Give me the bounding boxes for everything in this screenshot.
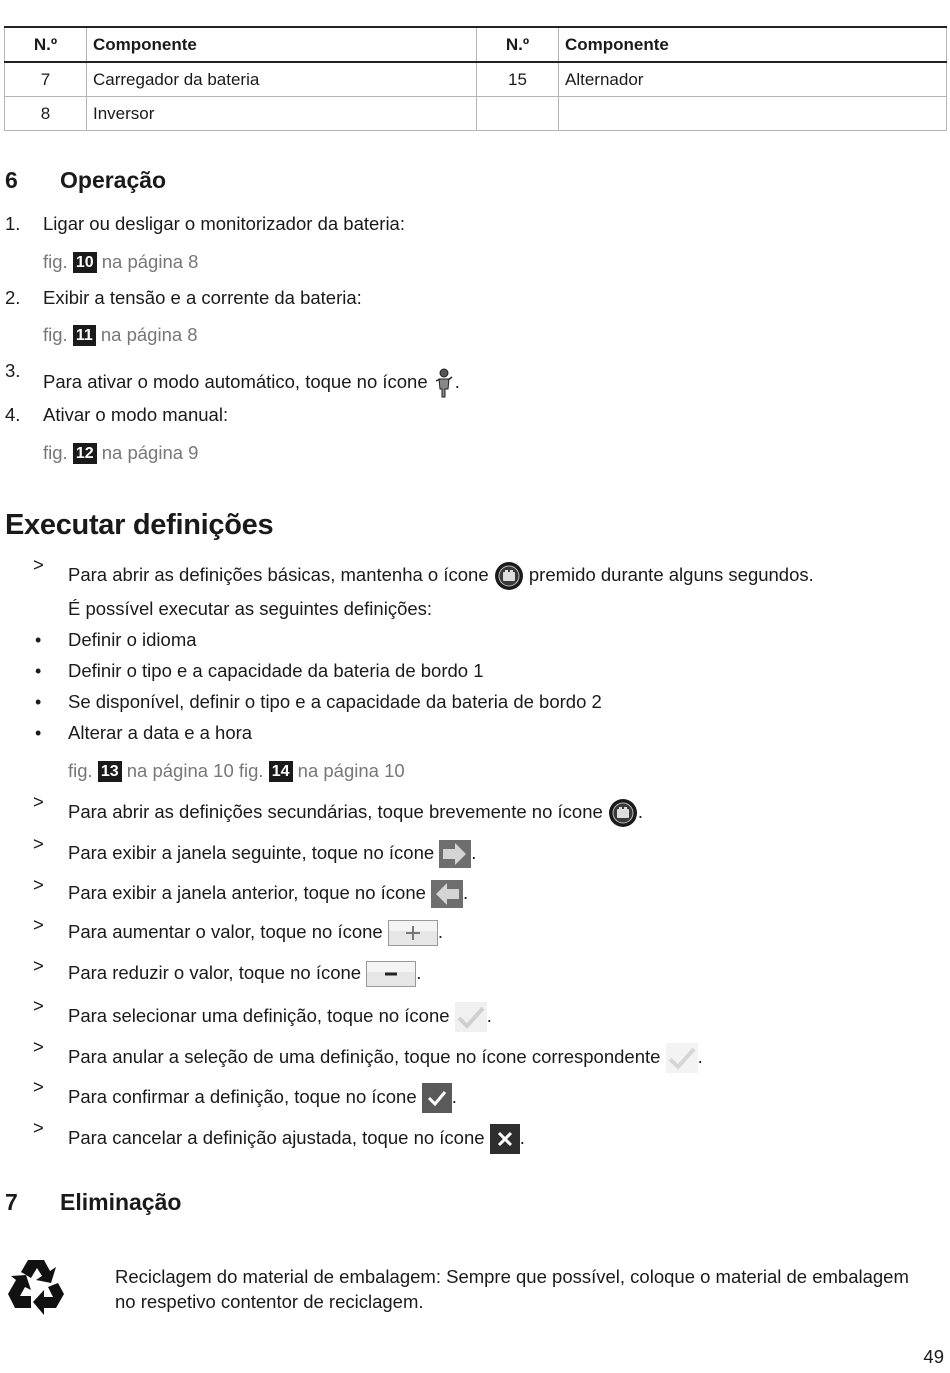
figure-number-badge: 14 bbox=[269, 761, 293, 782]
figure-reference[interactable] bbox=[43, 323, 198, 347]
table-cell bbox=[559, 97, 947, 131]
figure-number-badge: 12 bbox=[73, 443, 97, 464]
step-text bbox=[68, 880, 468, 908]
section-6-heading bbox=[5, 166, 166, 194]
step-text-after: . bbox=[451, 1085, 457, 1107]
header-number-2: N.º bbox=[477, 27, 559, 62]
table-cell: 8 bbox=[5, 97, 87, 131]
recycle-text-line2: no respetivo contentor de reciclagem. bbox=[115, 1291, 424, 1312]
step-text-after: . bbox=[637, 800, 644, 822]
table-cell bbox=[477, 97, 559, 131]
step-marker: > bbox=[33, 874, 44, 895]
fig-suffix: na página 8 bbox=[100, 324, 198, 345]
fig-suffix: na página 9 bbox=[101, 442, 199, 463]
step-marker: > bbox=[33, 833, 44, 854]
checkmark-light-icon bbox=[666, 1043, 698, 1073]
minus-icon bbox=[366, 961, 416, 987]
step-text bbox=[68, 961, 421, 987]
plus-icon bbox=[388, 920, 438, 946]
arrow-right-icon bbox=[439, 840, 471, 868]
header-number-1: N.º bbox=[5, 27, 87, 62]
cancel-icon bbox=[490, 1124, 520, 1154]
bullet-item: Definir o tipo e a capacidade da bateria de bordo 1 bbox=[68, 660, 484, 681]
step-text bbox=[68, 1043, 703, 1073]
bullet-dot: • bbox=[35, 723, 42, 743]
step-marker: > bbox=[33, 955, 44, 976]
fig-mid: na página 10 fig. bbox=[126, 760, 264, 781]
step-text-before: Para exibir a janela anterior, toque no ícone bbox=[68, 881, 426, 903]
step-marker: > bbox=[33, 1076, 44, 1097]
table-cell: 7 bbox=[5, 62, 87, 97]
settings-battery-icon bbox=[494, 561, 524, 591]
bullet-item: Se disponível, definir o tipo e a capacidade da bateria de bordo 2 bbox=[68, 691, 602, 712]
step-marker: > bbox=[33, 1117, 44, 1138]
fig-suffix: na página 10 bbox=[297, 760, 405, 781]
settings-heading: Executar definições bbox=[5, 509, 274, 541]
section-number: 7 bbox=[5, 1189, 18, 1215]
section-7-heading bbox=[5, 1188, 181, 1216]
step-text-after: . bbox=[697, 1045, 703, 1067]
step-marker: > bbox=[33, 791, 44, 812]
bullet-dot: • bbox=[35, 630, 42, 650]
figure-reference[interactable] bbox=[43, 441, 198, 465]
page-number: 49 bbox=[923, 1346, 944, 1367]
fig-prefix: fig. bbox=[43, 251, 68, 272]
header-component-1: Componente bbox=[87, 27, 477, 62]
section-number: 6 bbox=[5, 167, 18, 193]
table-header-row bbox=[5, 27, 947, 62]
step-text-after: . bbox=[463, 881, 469, 903]
step-text bbox=[68, 920, 443, 946]
fig-prefix: fig. bbox=[68, 760, 93, 781]
list-item-text: Exibir a tensão e a corrente da bateria: bbox=[43, 287, 362, 308]
step-text-after: . bbox=[416, 962, 422, 983]
step-text-before: Para abrir as definições secundárias, toque brevemente no ícone bbox=[68, 800, 603, 822]
checkmark-light-icon bbox=[455, 1002, 487, 1032]
step-text-after: . bbox=[471, 841, 477, 863]
table-cell: Alternador bbox=[559, 62, 947, 97]
step-text-before: Para reduzir o valor, toque no ícone bbox=[68, 962, 362, 983]
fig-prefix: fig. bbox=[43, 442, 68, 463]
section-title: Eliminação bbox=[60, 1189, 182, 1215]
list-item-text bbox=[43, 367, 460, 399]
list-item-text-before: Para ativar o modo automático, toque no ícone bbox=[43, 370, 428, 392]
step-text-after: . bbox=[437, 921, 443, 942]
step-text bbox=[68, 1083, 457, 1113]
figure-number-badge: 13 bbox=[98, 761, 122, 782]
bullet-dot: • bbox=[35, 661, 42, 681]
components-table bbox=[4, 26, 947, 131]
step-text-before: Para abrir as definições básicas, mantenha o ícone bbox=[68, 563, 489, 585]
step-text-before: Para anular a seleção de uma definição, toque no ícone correspondente bbox=[68, 1045, 661, 1067]
list-item-text-after: . bbox=[454, 370, 460, 392]
step-text-after: premido durante alguns segundos. bbox=[528, 563, 814, 585]
step-text-before: Para cancelar a definição ajustada, toque no ícone bbox=[68, 1126, 485, 1148]
step-text bbox=[68, 798, 643, 828]
list-number: 1. bbox=[5, 213, 21, 234]
settings-intro: É possível executar as seguintes definições: bbox=[68, 598, 433, 619]
bullet-dot: • bbox=[35, 692, 42, 712]
table-cell: 15 bbox=[477, 62, 559, 97]
step-marker: > bbox=[33, 914, 44, 935]
step-text-before: Para confirmar a definição, toque no ícone bbox=[68, 1085, 417, 1107]
table-cell: Inversor bbox=[87, 97, 477, 131]
step-text bbox=[68, 561, 814, 591]
recycle-icon bbox=[4, 1256, 68, 1321]
list-number: 4. bbox=[5, 404, 21, 425]
step-text-before: Para selecionar uma definição, toque no ícone bbox=[68, 1004, 450, 1026]
fig-prefix: fig. bbox=[43, 324, 68, 345]
step-text bbox=[68, 1002, 492, 1032]
step-marker: > bbox=[33, 995, 44, 1016]
list-number: 3. bbox=[5, 360, 21, 381]
step-text-before: Para aumentar o valor, toque no ícone bbox=[68, 921, 383, 942]
table-row bbox=[5, 97, 947, 131]
bullet-item: Definir o idioma bbox=[68, 629, 197, 650]
list-item-text: Ligar ou desligar o monitorizador da bateria: bbox=[43, 213, 405, 234]
step-text bbox=[68, 840, 476, 868]
step-text bbox=[68, 1124, 525, 1154]
figure-reference[interactable] bbox=[68, 759, 405, 783]
bullet-item: Alterar a data e a hora bbox=[68, 722, 253, 743]
step-text-before: Para exibir a janela seguinte, toque no ícone bbox=[68, 841, 435, 863]
section-title: Operação bbox=[60, 167, 167, 193]
table-cell: Carregador da bateria bbox=[87, 62, 477, 97]
step-marker: > bbox=[33, 554, 44, 575]
arrow-left-icon bbox=[431, 880, 463, 908]
auto-mode-icon bbox=[433, 367, 455, 399]
confirm-icon bbox=[422, 1083, 452, 1113]
list-item-text: Ativar o modo manual: bbox=[43, 404, 229, 425]
step-marker: > bbox=[33, 1036, 44, 1057]
figure-reference[interactable] bbox=[43, 250, 198, 274]
table-row bbox=[5, 62, 947, 97]
figure-number-badge: 11 bbox=[73, 325, 96, 346]
figure-number-badge: 10 bbox=[73, 252, 97, 273]
settings-battery-icon bbox=[608, 798, 638, 828]
step-text-after: . bbox=[486, 1004, 492, 1026]
header-component-2: Componente bbox=[559, 27, 947, 62]
fig-suffix: na página 8 bbox=[101, 251, 199, 272]
recycle-text-line1: Reciclagem do material de embalagem: Sempre que possível, coloque o material de embalagem bbox=[115, 1266, 909, 1287]
step-text-after: . bbox=[519, 1126, 525, 1148]
list-number: 2. bbox=[5, 287, 21, 308]
